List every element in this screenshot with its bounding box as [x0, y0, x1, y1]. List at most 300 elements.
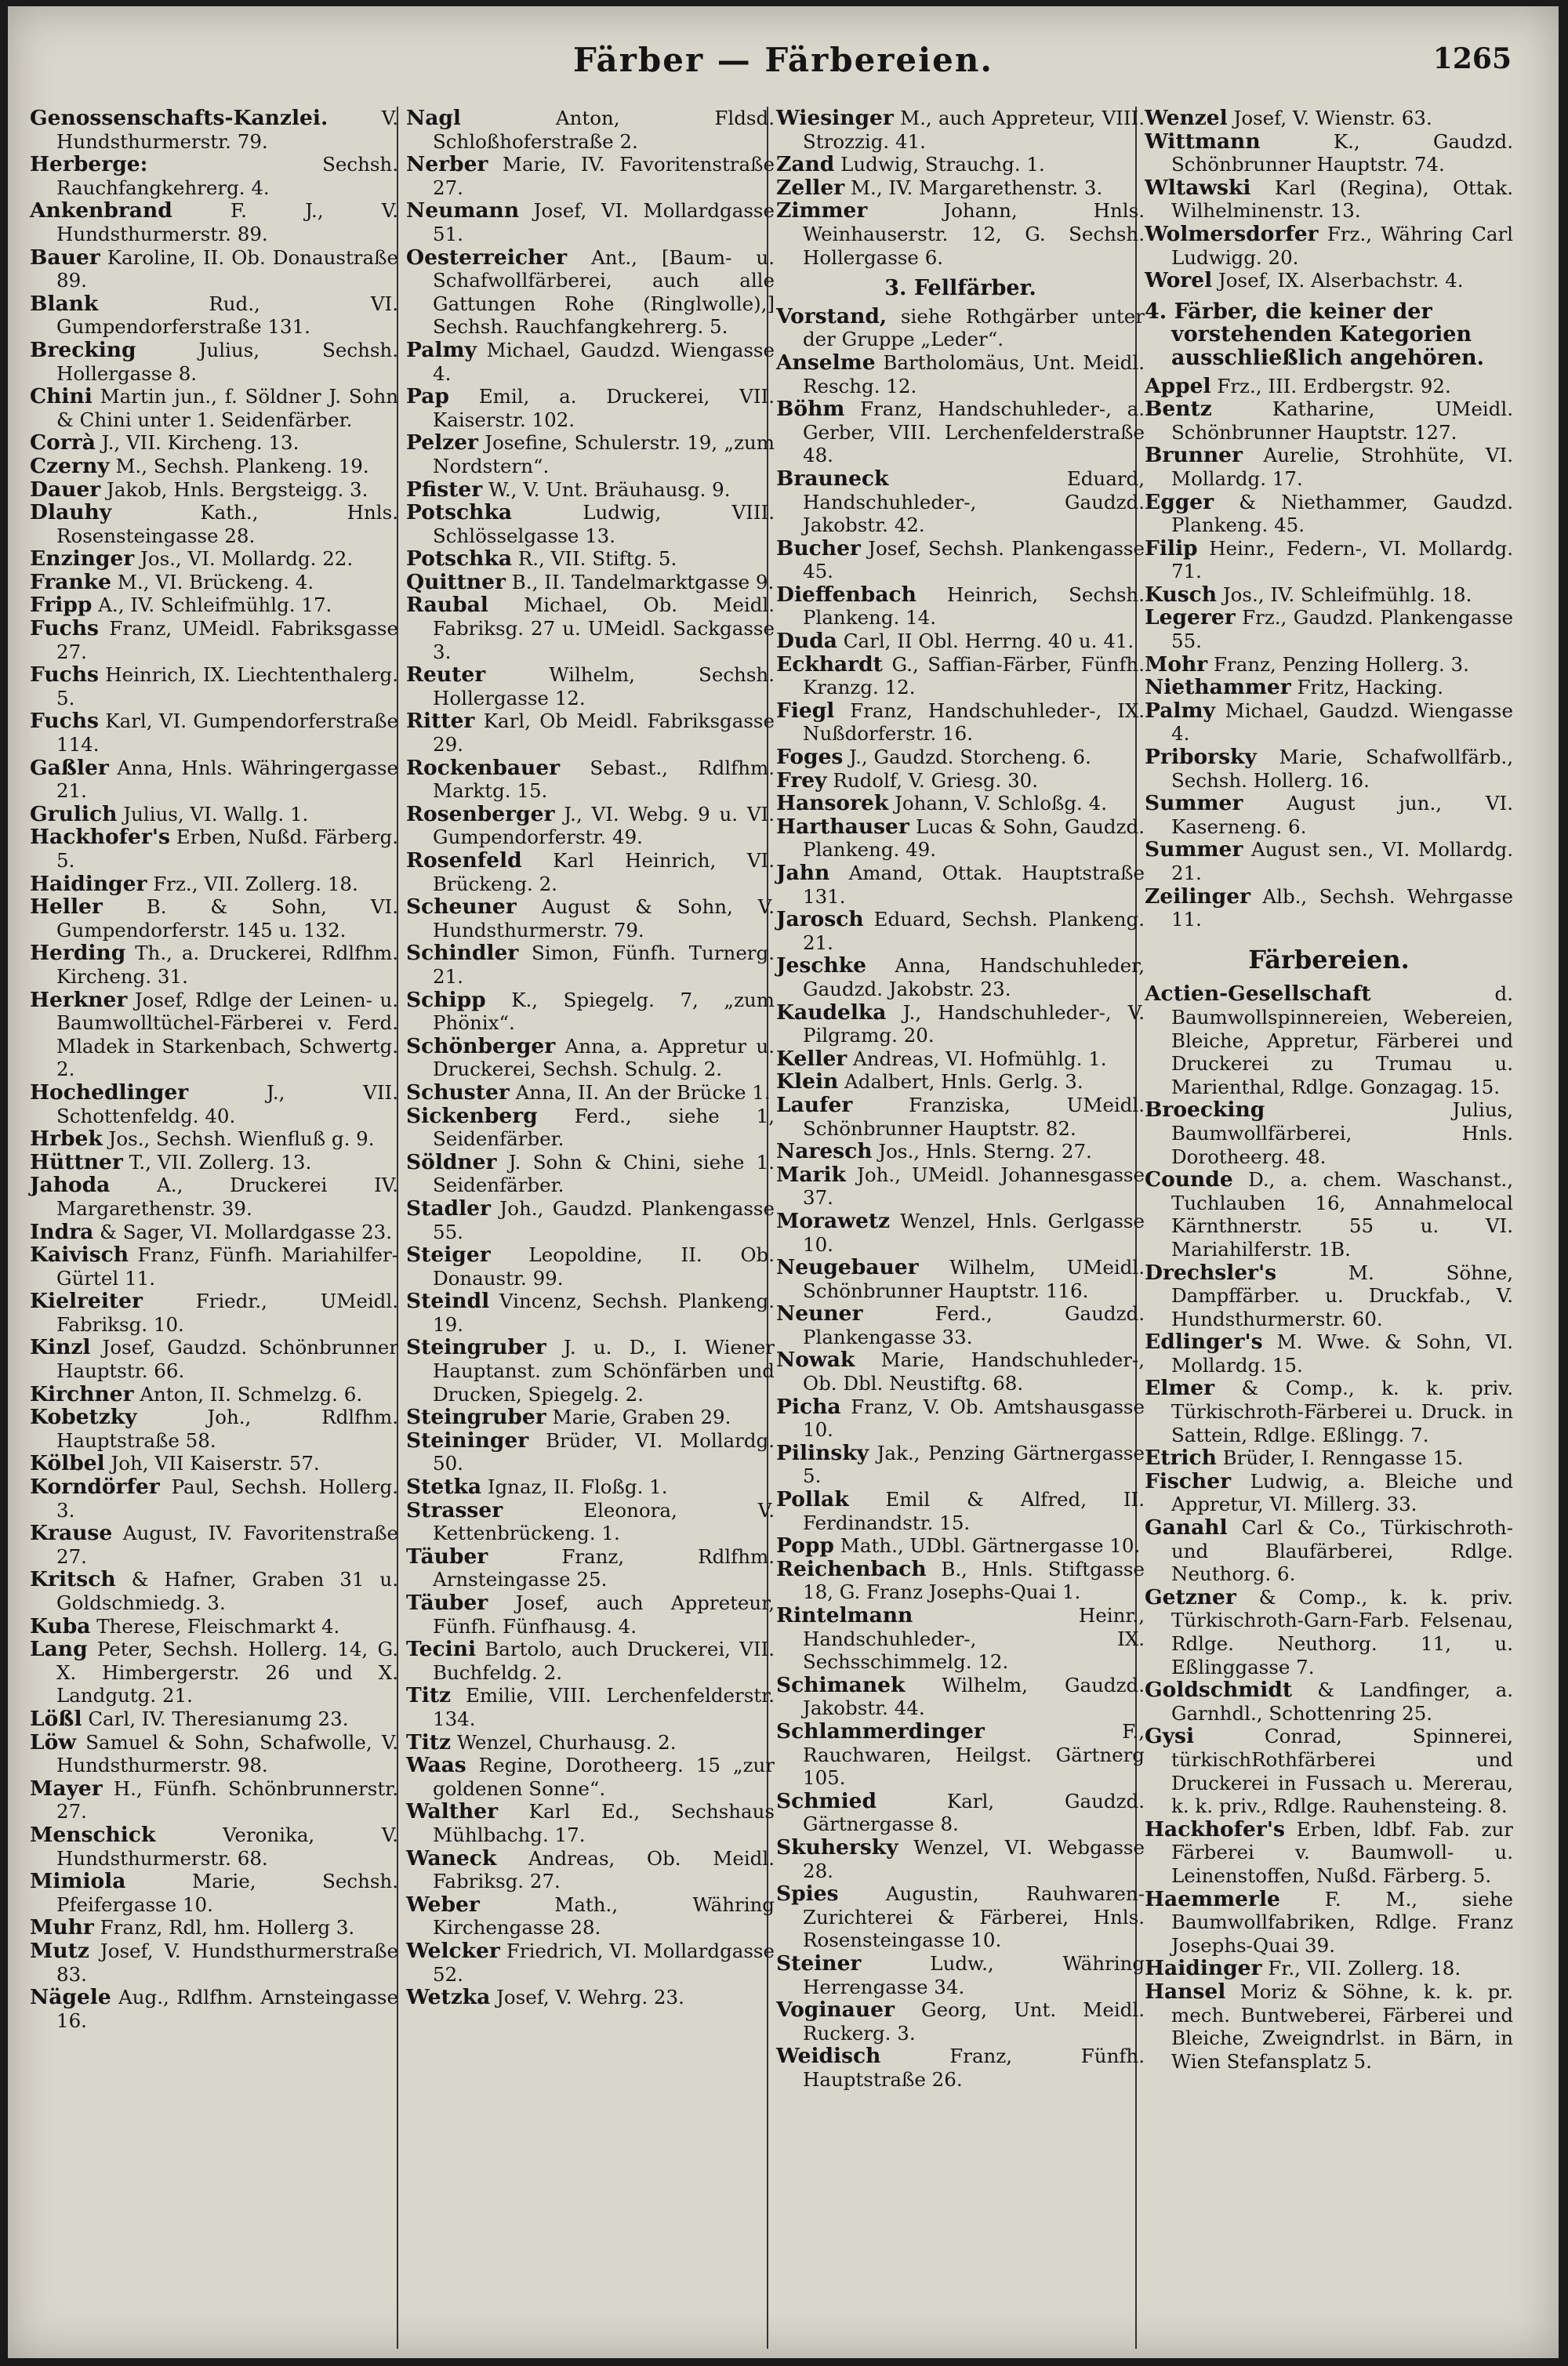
entry-name: Zand	[776, 152, 835, 177]
entry-details: Frz., VII. Zollerg. 18.	[153, 872, 358, 895]
entry-details: Augustin, Rauhwaren-Zurichterei & Färberei, Hnls. Rosensteingasse 10.	[803, 1882, 1145, 1952]
entry-details: Georg, Unt. Meidl. Ruckerg. 3.	[803, 1998, 1145, 2045]
entry-details: Ferd., siehe 1, Seidenfärber.	[433, 1104, 775, 1151]
entry-name: Haidinger	[30, 871, 147, 896]
entry-details: Josef, Gaudzd. Schönbrunner Hauptstr. 66.	[56, 1336, 398, 1383]
entry-name: Herberge:	[30, 152, 148, 177]
entry-name: Brunner	[1145, 443, 1243, 468]
directory-entry	[1145, 444, 1513, 490]
directory-entry	[1145, 885, 1513, 931]
entry-details: Anton, II. Schmelzg. 6.	[140, 1382, 363, 1406]
directory-entry	[776, 699, 1145, 746]
entry-name: Schlammerdinger	[776, 1718, 985, 1744]
entry-name: Ritter	[406, 709, 475, 734]
directory-entry	[406, 989, 775, 1035]
entry-name: Fuchs	[30, 616, 99, 641]
entry-details: Friedr., UMeidl. Fabriksg. 10.	[56, 1290, 398, 1336]
entry-details: Josefine, Schulerstr. 19, „zum Nordstern“.	[433, 431, 775, 477]
entry-details: Franz, Fünfh. Mariahilfer-Gürtel 11.	[56, 1243, 398, 1290]
entry-name: Fiegl	[776, 698, 835, 723]
entry-details: Jos., Sechsh. Wienfluß g. 9.	[108, 1127, 375, 1151]
entry-details: Erben, ldbf. Fab. zur Färberei v. Baumwoll- u. Leinenstoffen, Nußd. Färberg. 5.	[1171, 1817, 1513, 1887]
entry-details: Paul, Sechsh. Hollerg. 3.	[56, 1475, 398, 1522]
entry-details: Heinr., Handschuhleder-, IX. Sechsschimmelg. 12.	[803, 1604, 1145, 1674]
entry-name: Appel	[1145, 373, 1211, 398]
entry-name: Rintelmann	[776, 1603, 913, 1628]
entry-name: Lang	[30, 1637, 88, 1662]
entry-details: T., VII. Zollerg. 13.	[129, 1150, 312, 1174]
section-heading: 4. Färber, die keiner der vorstehenden Kategorien ausschließlich angehören.	[1145, 299, 1485, 370]
entry-name: Täuber	[406, 1544, 488, 1569]
entry-name: Rosenberger	[406, 801, 555, 826]
entry-details: Franz, V. Ob. Amtshausgasse 10.	[803, 1395, 1145, 1442]
entry-name: Summer	[1145, 837, 1243, 862]
entry-name: Franke	[30, 569, 111, 594]
entry-details: Ant., [Baum- u. Schafwollfärberei, auch alle Gattungen Rohe (Ringlwolle),] Sechsh. Rauchfangkehrerg. 5.	[433, 245, 775, 339]
directory-entry	[30, 826, 398, 872]
entry-details: Julius, VI. Wallg. 1.	[123, 802, 309, 826]
entry-name: Eckhardt	[776, 651, 883, 677]
directory-entry	[30, 873, 398, 896]
entry-details: Conrad, Spinnerei, türkischRothfärberei und Druckerei in Fussach u. Mererau, k. k. priv., Rdlge. Rauhensteing. 8.	[1171, 1725, 1513, 1818]
directory-entry	[30, 1568, 398, 1614]
entry-details: J., VI. Webg. 9 u. VI. Gumpendorferstr. 49.	[433, 802, 775, 849]
directory-entry	[776, 954, 1145, 1000]
entry-name: Egger	[1145, 489, 1214, 514]
entry-name: Wolmersdorfer	[1145, 221, 1319, 246]
entry-details: Frz., Währing Carl Ludwigg. 20.	[1171, 222, 1513, 269]
entry-name: Vorstand,	[776, 303, 887, 328]
entry-details: August jun., VI. Kaserneng. 6.	[1171, 792, 1513, 838]
page-title: Färber — Färbereien.	[573, 41, 993, 79]
entry-name: Oesterreicher	[406, 245, 568, 270]
entry-details: Josef, VI. Mollardgasse 51.	[433, 199, 775, 245]
entry-name: Fripp	[30, 593, 93, 618]
directory-entry	[1145, 491, 1513, 537]
directory-entry	[776, 107, 1145, 153]
entry-name: Steindl	[406, 1289, 490, 1314]
column-4	[1145, 107, 1513, 2073]
directory-entry	[30, 571, 398, 594]
entry-name: Kuba	[30, 1613, 91, 1638]
entry-name: Hansorek	[776, 791, 889, 816]
directory-entry	[30, 1870, 398, 1916]
entry-name: Haemmerle	[1145, 1886, 1280, 1911]
directory-entry	[406, 942, 775, 988]
directory-entry	[1145, 1470, 1513, 1516]
entry-details: Rudolf, V. Griesg. 30.	[833, 768, 1039, 792]
entry-details: F. J., V. Hundsthurmerstr. 89.	[56, 199, 398, 245]
entry-name: Duda	[776, 629, 837, 654]
entry-details: J., Handschuhleder-, V. Pilgramg. 20.	[803, 1000, 1145, 1047]
directory-entry	[776, 1790, 1145, 1836]
section-heading: Färbereien.	[1248, 944, 1410, 974]
entry-details: H., Fünfh. Schönbrunnerstr. 27.	[56, 1776, 398, 1823]
entry-details: Jakob, Hnls. Bergsteigg. 3.	[107, 477, 368, 501]
directory-entry	[30, 1615, 398, 1638]
entry-name: Dauer	[30, 477, 101, 502]
directory-entry	[776, 1836, 1145, 1882]
directory-entry	[30, 1916, 398, 1940]
directory-entry	[406, 547, 775, 571]
directory-entry	[406, 803, 775, 849]
entry-name: Weber	[406, 1892, 480, 1917]
directory-entry	[30, 1127, 398, 1151]
directory-entry	[1145, 1261, 1513, 1331]
entry-details: Franz, Fünfh. Hauptstraße 26.	[803, 2045, 1145, 2091]
entry-details: Ludw., Währing Herrengasse 34.	[803, 1951, 1145, 1998]
entry-details: Wilhelm, UMeidl. Schönbrunner Hauptstr. 116.	[803, 1256, 1145, 1302]
directory-entry	[406, 153, 775, 199]
entry-name: Kinzl	[30, 1335, 91, 1360]
directory-entry	[776, 1395, 1145, 1442]
directory-entry	[1145, 223, 1513, 269]
entry-name: Hüttner	[30, 1149, 123, 1174]
entry-details: d. Baumwollspinnereien, Webereien, Bleiche, Appretur, Färberei und Druckerei zu Trumau u. Marienthal, Rdlge. Gonzagag. 15.	[1171, 982, 1513, 1098]
entry-details: Josef, auch Appreteur, Fünfh. Fünfhausg. 4.	[433, 1591, 775, 1638]
entry-details: J., Gaudzd. Storcheng. 6.	[849, 746, 1091, 769]
entry-details: Julius, Baumwollfärberei, Hnls. Dorotheerg. 48.	[1171, 1098, 1513, 1168]
directory-entry	[1145, 107, 1513, 130]
directory-entry	[776, 1140, 1145, 1163]
entry-details: Math., Währing Kirchengasse 28.	[433, 1892, 775, 1940]
entry-details: August sen., VI. Mollardg. 21.	[1171, 838, 1513, 884]
entry-name: Gaßler	[30, 755, 109, 780]
entry-name: Wiesinger	[776, 106, 894, 130]
entry-details: Joh, VII Kaiserstr. 57.	[111, 1452, 320, 1475]
directory-entry	[30, 803, 398, 826]
entry-name: Steingruber	[406, 1405, 546, 1430]
directory-entry	[776, 583, 1145, 630]
entry-details: J., VII. Kircheng. 13.	[101, 431, 299, 455]
entry-details: Veronika, V. Hundsthurmerstr. 68.	[56, 1823, 398, 1870]
entry-details: Fr., VII. Zollerg. 18.	[1268, 1957, 1461, 1980]
entry-details: Josef, V. Wienstr. 63.	[1233, 107, 1432, 129]
entry-details: Franz, Handschuhleder-, a. Gerber, VIII. Lerchenfelderstraße 48.	[803, 397, 1145, 467]
entry-details: R., VII. Stiftg. 5.	[517, 547, 677, 571]
directory-entry	[776, 862, 1145, 908]
directory-entry	[776, 199, 1145, 269]
entry-name: Steiner	[776, 1950, 862, 1976]
directory-entry	[1145, 176, 1513, 223]
entry-details: Joh., UMeidl. Johannesgasse 37.	[803, 1163, 1145, 1210]
entry-details: J., VII. Schottenfeldg. 40.	[56, 1080, 398, 1127]
entry-name: Hrbek	[30, 1127, 103, 1152]
entry-details: A., IV. Schleifmühlg. 17.	[98, 593, 332, 617]
entry-details: Eduard, Sechsh. Plankeng. 21.	[803, 908, 1145, 954]
directory-entry	[30, 501, 398, 547]
entry-details: Franz, Handschuhleder-, IX. Nußdorferstr. 16.	[803, 699, 1145, 746]
entry-details: Wilhelm, Sechsh. Hollergasse 12.	[433, 663, 775, 709]
entry-name: Blank	[30, 291, 99, 316]
entry-name: Elmer	[1145, 1376, 1215, 1401]
entry-details: Bartholomäus, Unt. Meidl. Reschg. 12.	[803, 350, 1145, 397]
entry-details: Anna, Handschuhleder, Gaudzd. Jakobstr. 23.	[803, 954, 1145, 1000]
entry-name: Hackhofer's	[30, 825, 170, 850]
entry-name: Corrà	[30, 430, 96, 455]
entry-name: Steiger	[406, 1243, 491, 1268]
directory-entry	[30, 593, 398, 617]
entry-name: Gysi	[1145, 1724, 1195, 1749]
directory-entry	[406, 1290, 775, 1336]
entry-details: Karl (Regina), Ottak. Wilhelminenstr. 13.	[1171, 176, 1513, 223]
entry-details: Amand, Ottak. Hauptstraße 131.	[803, 862, 1145, 908]
entry-name: Nagl	[406, 106, 461, 130]
directory-entry	[30, 431, 398, 455]
entry-name: Kielreiter	[30, 1289, 143, 1314]
directory-entry	[776, 176, 1145, 200]
entry-details: Adalbert, Hnls. Gerlg. 3.	[844, 1070, 1083, 1094]
entry-details: & Sager, VI. Mollardgasse 23.	[100, 1220, 393, 1243]
directory-entry	[406, 1986, 775, 2009]
entry-name: Rosenfeld	[406, 848, 522, 873]
entry-details: siehe Rothgärber unter der Gruppe „Leder“.	[803, 304, 1145, 351]
entry-details: Franziska, UMeidl. Schönbrunner Hauptstr. 82.	[803, 1093, 1145, 1140]
entry-details: Simon, Fünfh. Turnerg. 21.	[433, 942, 775, 988]
entry-details: Emilie, VIII. Lerchenfelderstr. 134.	[433, 1684, 775, 1730]
directory-entry	[1145, 1168, 1513, 1261]
entry-name: Worel	[1145, 268, 1213, 293]
entry-details: Eduard, Handschuhleder-, Gaudzd. Jakobstr. 42.	[803, 466, 1145, 537]
entry-name: Quittner	[406, 569, 506, 594]
entry-name: Edlinger's	[1145, 1330, 1263, 1355]
directory-entry	[776, 1558, 1145, 1604]
entry-name: Reuter	[406, 662, 486, 688]
entry-name: Frey	[776, 767, 827, 793]
entry-name: Mohr	[1145, 651, 1208, 677]
directory-entry	[30, 1522, 398, 1568]
directory-entry	[406, 1754, 775, 1800]
entry-details: Franz, Penzing Hollerg. 3.	[1214, 652, 1469, 676]
entry-details: B., II. Tandelmarktgasse 9.	[511, 570, 775, 593]
entry-details: M., VI. Brückeng. 4.	[117, 570, 314, 593]
entry-name: Summer	[1145, 791, 1243, 816]
entry-details: Anna, II. An der Brücke 1.	[515, 1080, 771, 1104]
entry-name: Heller	[30, 895, 103, 920]
entry-details: M. Söhne, Dampffärber. u. Druckfab., V. Hundsthurmerstr. 60.	[1171, 1261, 1513, 1330]
entry-details: Frz., Gaudzd. Plankengasse 55.	[1171, 606, 1513, 653]
entry-details: Sebast., Rdlfhm. Marktg. 15.	[433, 756, 775, 803]
directory-entry	[776, 653, 1145, 699]
entry-details: Eleonora, V. Kettenbrückeng. 1.	[433, 1498, 775, 1545]
directory-entry	[30, 339, 398, 385]
entry-name: Neuner	[776, 1301, 863, 1326]
entry-details: Wilhelm, Gaudzd. Jakobstr. 44.	[803, 1673, 1145, 1720]
directory-entry	[1145, 537, 1513, 583]
directory-entry	[30, 107, 398, 153]
directory-entry	[1145, 982, 1513, 1098]
directory-entry	[1145, 583, 1513, 607]
entry-name: Pelzer	[406, 430, 479, 455]
entry-name: Picha	[776, 1394, 841, 1419]
directory-entry	[406, 1591, 775, 1638]
entry-details: Ludwig, VIII. Schlösselgasse 13.	[433, 501, 775, 547]
entry-details: Franz, UMeidl. Fabriksgasse 27.	[56, 617, 398, 663]
directory-entry	[1145, 1377, 1513, 1446]
directory-entry	[406, 478, 775, 502]
directory-entry	[30, 455, 398, 478]
entry-details: Th., a. Druckerei, Rdlfhm. Kircheng. 31.	[56, 942, 398, 988]
entry-details: Martin jun., f. Söldner J. Sohn & Chini unter 1. Seidenfärber.	[56, 385, 399, 431]
directory-entry	[406, 1800, 775, 1846]
entry-details: August & Sohn, V. Hundsthurmerstr. 79.	[433, 895, 775, 942]
entry-details: G., Saffian-Färber, Fünfh. Kranzg. 12.	[803, 652, 1145, 699]
directory-entry	[1145, 838, 1513, 884]
entry-name: Jeschke	[776, 953, 866, 978]
entry-details: Brüder, VI. Mollardg. 50.	[433, 1428, 775, 1475]
entry-name: Kritsch	[30, 1567, 116, 1592]
entry-name: Drechsler's	[1145, 1260, 1277, 1285]
directory-entry	[30, 709, 398, 756]
entry-name: Niethammer	[1145, 675, 1291, 700]
column-1	[30, 107, 398, 2032]
directory-entry	[1145, 676, 1513, 699]
column-3	[776, 107, 1145, 2091]
entry-name: Strasser	[406, 1497, 503, 1522]
entry-details: Alb., Sechsh. Wehrgasse 11.	[1171, 884, 1513, 931]
entry-name: Mayer	[30, 1776, 103, 1801]
directory-entry	[406, 1684, 775, 1730]
directory-entry	[30, 292, 398, 339]
entry-name: Chini	[30, 384, 93, 409]
entry-details: Marie, Sechsh. Pfeifergasse 10.	[56, 1870, 398, 1916]
directory-entry	[406, 199, 775, 245]
directory-entry	[30, 1475, 398, 1522]
directory-entry	[1145, 792, 1513, 838]
entry-details: Franz, Rdlfhm. Arnsteingasse 25.	[433, 1544, 775, 1591]
entry-name: Anselme	[776, 350, 876, 375]
entry-name: Walther	[406, 1799, 499, 1824]
entry-name: Spies	[776, 1882, 839, 1907]
directory-entry	[1145, 375, 1513, 398]
entry-details: Joh., Gaudzd. Plankengasse 55.	[433, 1196, 775, 1243]
directory-entry	[776, 630, 1145, 653]
entry-details: Josef, Rdlge der Leinen- u. Baumwolltüchel-Färberei v. Ferd. Mladek in Starkenbach, Schwertg. 2.	[56, 988, 399, 1081]
entry-name: Getzner	[1145, 1584, 1236, 1609]
entry-details: & Comp., k. k. priv. Türkischroth-Garn-Farb. Felsenau, Rdlge. Neuthorg. 11, u. Eßlinggasse 7.	[1171, 1585, 1513, 1678]
entry-name: Korndörfer	[30, 1475, 160, 1500]
entry-name: Neugebauer	[776, 1255, 919, 1280]
directory-entry	[776, 1163, 1145, 1210]
directory-entry	[1145, 606, 1513, 652]
entry-name: Priborsky	[1145, 745, 1257, 770]
entry-name: Muhr	[30, 1915, 94, 1940]
directory-entry	[406, 1243, 775, 1290]
entry-details: Heinrich, IX. Liechtenthalerg. 5.	[56, 663, 398, 709]
entry-details: Karl Heinrich, VI. Brückeng. 2.	[433, 849, 775, 895]
directory-entry	[776, 1256, 1145, 1302]
entry-name: Hochedlinger	[30, 1080, 189, 1105]
directory-entry	[776, 305, 1145, 351]
entry-details: F. M., siehe Baumwollfabriken, Rdlge. Franz Josephs-Quai 39.	[1171, 1887, 1513, 1957]
entry-details: Karl Ed., Sechshaus Mühlbachg. 17.	[433, 1800, 775, 1846]
directory-entry	[406, 1105, 775, 1151]
directory-entry	[30, 663, 398, 709]
directory-entry	[30, 1174, 398, 1220]
entry-details: Andreas, VI. Hofmühlg. 1.	[853, 1047, 1107, 1070]
directory-entry	[776, 792, 1145, 815]
directory-entry	[30, 1731, 398, 1777]
entry-name: Fuchs	[30, 709, 99, 734]
directory-entry	[776, 1070, 1145, 1094]
directory-entry	[776, 1348, 1145, 1395]
directory-entry	[406, 571, 775, 594]
directory-entry	[406, 1499, 775, 1545]
directory-entry	[30, 989, 398, 1081]
entry-details: & Landfinger, a. Garnhdl., Schottenring 25.	[1171, 1678, 1513, 1725]
directory-entry	[406, 593, 775, 663]
entry-name: Brauneck	[776, 466, 889, 491]
entry-details: Brüder, I. Renngasse 15.	[1222, 1446, 1464, 1470]
entry-name: Tecini	[406, 1637, 477, 1662]
directory-entry	[406, 663, 775, 709]
entry-details: Wenzel, VI. Webgasse 28.	[803, 1835, 1145, 1882]
entry-details: Regine, Dorotheerg. 15 „zur goldenen Sonne“.	[433, 1754, 775, 1800]
entry-name: Sickenberg	[406, 1103, 538, 1128]
entry-details: V. Hundsthurmerstr. 79.	[56, 107, 398, 153]
directory-entry	[406, 1893, 775, 1940]
entry-details: Karl, Ob Meidl. Fabriksgasse 29.	[433, 709, 775, 757]
directory-entry	[406, 1475, 775, 1499]
entry-details: Moriz & Söhne, k. k. pr. mech. Buntweberei, Färberei und Bleiche, Zweigndrlst. in Bärn, in Wien Stefansplatz 5.	[1171, 1980, 1513, 2073]
directory-entry	[406, 1847, 775, 1893]
directory-entry	[30, 1452, 398, 1475]
entry-details: Heinrich, Sechsh. Plankeng. 14.	[803, 582, 1145, 630]
directory-entry	[406, 1197, 775, 1243]
entry-name: Legerer	[1145, 605, 1236, 630]
entry-details: Samuel & Sohn, Schafwolle, V. Hundsthurmerstr. 98.	[56, 1730, 398, 1777]
directory-entry	[30, 1823, 398, 1870]
entry-name: Schindler	[406, 941, 519, 966]
entry-name: Stetka	[406, 1475, 482, 1500]
directory-entry	[1145, 1725, 1513, 1817]
entry-name: Kaivisch	[30, 1243, 129, 1268]
column-2	[406, 107, 775, 2009]
directory-entry	[30, 1243, 398, 1290]
entry-name: Keller	[776, 1046, 848, 1071]
entry-name: Nowak	[776, 1348, 855, 1373]
directory-entry	[406, 339, 775, 385]
entry-details: Jos., VI. Mollardg. 22.	[140, 547, 354, 571]
entry-name: Menschick	[30, 1822, 156, 1847]
entry-name: Harthauser	[776, 814, 909, 839]
entry-name: Zeller	[776, 175, 845, 200]
entry-details: Heinr., Federn-, VI. Mollardg. 71.	[1171, 536, 1513, 583]
directory-entry	[30, 1336, 398, 1382]
entry-name: Schmied	[776, 1788, 877, 1813]
entry-details: J. u. D., I. Wiener Hauptanst. zum Schönfärben und Drucken, Spiegelg. 2.	[433, 1336, 775, 1406]
entry-details: Friedrich, VI. Mollardgasse 52.	[433, 1939, 775, 1986]
directory-entry	[1145, 746, 1513, 792]
directory-entry	[776, 467, 1145, 537]
directory-entry	[1145, 1957, 1513, 1980]
entry-name: Goldschmidt	[1145, 1678, 1293, 1703]
entry-details: K., Gaudzd. Schönbrunner Hauptstr. 74.	[1171, 129, 1513, 176]
entry-details: Aug., Rdlfhm. Arnsteingasse 16.	[56, 1986, 398, 2032]
directory-entry	[776, 1488, 1145, 1534]
entry-name: Fuchs	[30, 662, 99, 688]
directory-entry	[776, 1882, 1145, 1952]
entry-name: Potschka	[406, 500, 512, 525]
entry-name: Genossenschafts-Kanzlei.	[30, 106, 328, 130]
entry-name: Waas	[406, 1753, 466, 1778]
entry-name: Voginauer	[776, 1998, 895, 2023]
entry-name: Täuber	[406, 1591, 488, 1615]
entry-name: Ganahl	[1145, 1515, 1228, 1540]
directory-entry	[776, 1302, 1145, 1348]
directory-entry	[406, 385, 775, 431]
entry-name: Laufer	[776, 1092, 853, 1117]
